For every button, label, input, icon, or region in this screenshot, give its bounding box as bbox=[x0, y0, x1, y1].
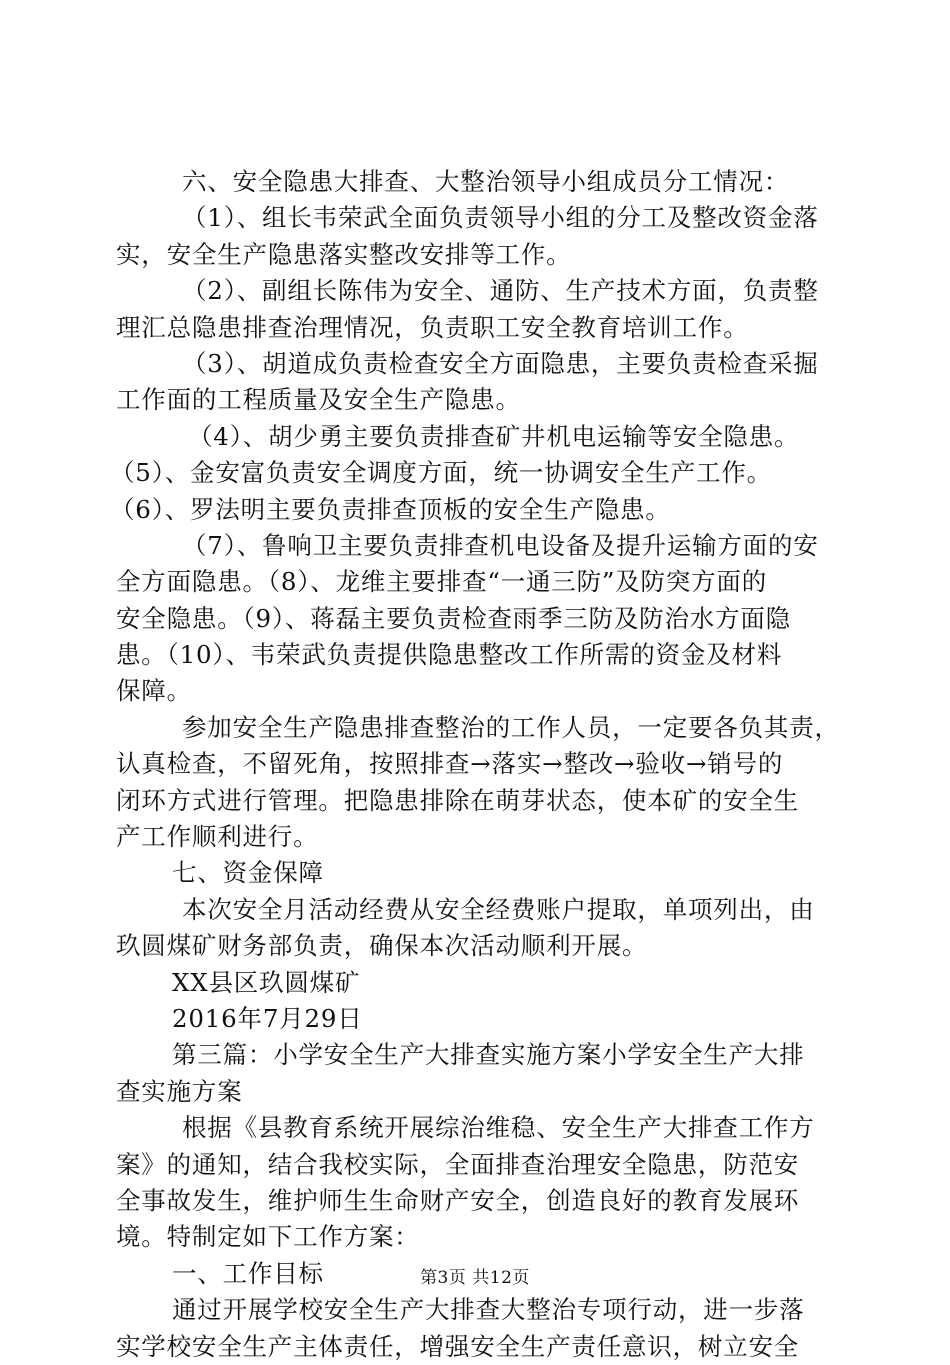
text-line: 根据《县教育系统开展综治维稳、安全生产大排查工作方 bbox=[182, 1113, 815, 1143]
text-line: 工作面的工程质量及安全生产隐患。 bbox=[116, 385, 521, 415]
text-line: 产工作顺利进行。 bbox=[116, 822, 319, 852]
text-line: 六、安全隐患大排查、大整治领导小组成员分工情况： bbox=[182, 167, 790, 196]
text-line: 全方面隐患。（8）、龙维主要排查“一通三防”及防突方面的 bbox=[116, 567, 768, 597]
text-line: 参加安全生产隐患排查整治的工作人员，一定要各负其责， bbox=[182, 712, 840, 742]
text-line: 一、工作目标 bbox=[172, 1258, 324, 1288]
text-line: （3）、胡道成负责检查安全方面隐患，主要负责检查采掘 bbox=[182, 348, 819, 378]
text-line: 七、资金保障 bbox=[172, 858, 324, 888]
text-line: 闭环方式进行管理。把隐患排除在萌芽状态，使本矿的安全生 bbox=[116, 785, 800, 815]
text-line: （7）、鲁响卫主要负责排查机电设备及提升运输方面的安 bbox=[182, 530, 819, 560]
text-line: 2016年7月29日 bbox=[172, 1003, 363, 1033]
text-line: （5）、金安富负责安全调度方面，统一协调安全生产工作。 bbox=[110, 458, 772, 488]
text-line: （4）、胡少勇主要负责排查矿井机电运输等安全隐患。 bbox=[188, 421, 800, 451]
text-line: （2）、副组长陈伟为安全、通防、生产技术方面，负责整 bbox=[182, 276, 819, 306]
page-footer: 第3页 共12页 bbox=[420, 1268, 530, 1288]
text-line: 安全隐患。（9）、蒋磊主要负责检查雨季三防及防治水方面隐 bbox=[116, 603, 791, 633]
text-line: 实学校安全生产主体责任，增强安全生产责任意识，树立安全 bbox=[116, 1331, 800, 1361]
text-line: 案》的通知，结合我校实际，全面排查治理安全隐患，防范安 bbox=[116, 1149, 800, 1179]
text-line: 保障。 bbox=[116, 676, 192, 706]
text-line: 实，安全生产隐患落实整改安排等工作。 bbox=[116, 239, 572, 269]
text-line: 认真检查，不留死角，按照排查→落实→整改→验收→销号的 bbox=[116, 749, 784, 779]
text-line: 玖圆煤矿财务部负责，确保本次活动顺利开展。 bbox=[116, 931, 648, 961]
text-line: 本次安全月活动经费从安全经费账户提取，单项列出，由 bbox=[182, 894, 815, 924]
text-line: 全事故发生，维护师生生命财产安全，创造良好的教育发展环 bbox=[116, 1185, 800, 1215]
document-body bbox=[110, 164, 840, 1365]
text-line: 通过开展学校安全生产大排查大整治专项行动，进一步落 bbox=[172, 1295, 805, 1325]
text-line: 第三篇：小学安全生产大排查实施方案小学安全生产大排 bbox=[172, 1040, 805, 1070]
text-line: 理汇总隐患排查治理情况，负责职工安全教育培训工作。 bbox=[116, 312, 749, 342]
text-line: （1）、组长韦荣武全面负责领导小组的分工及整改资金落 bbox=[182, 203, 819, 233]
text-line: 患。（10）、韦荣武负责提供隐患整改工作所需的资金及材料 bbox=[116, 640, 783, 670]
text-line: XX县区玖圆煤矿 bbox=[172, 967, 361, 997]
text-line: （6）、罗法明主要负责排查顶板的安全生产隐患。 bbox=[110, 494, 671, 524]
text-line: 境。特制定如下工作方案： bbox=[116, 1222, 420, 1252]
text-line: 查实施方案 bbox=[116, 1076, 243, 1106]
